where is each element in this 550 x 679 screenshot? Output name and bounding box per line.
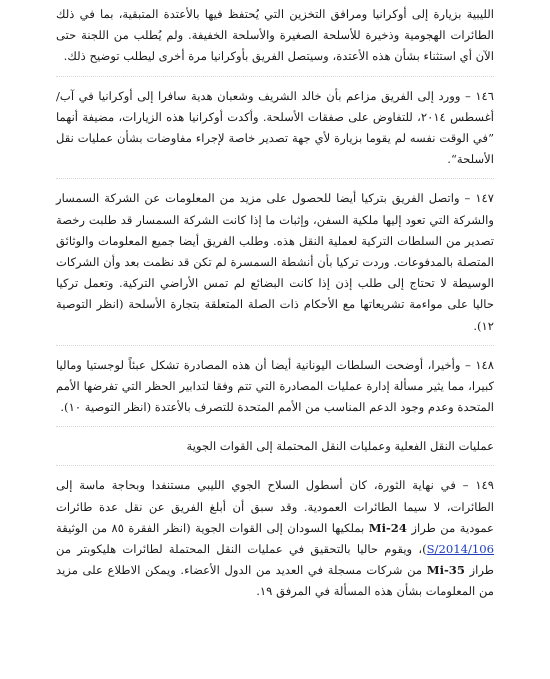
aircraft-model-mi35: Mi-35	[426, 563, 465, 578]
paragraph-continuation: الليبية بزيارة إلى أوكرانيا ومرافق التخزين التي يُحتفظ فيها بالأعتدة المتبقية، بما في ذلك الطائرات الهجومية وذخيرة للأسلحة الصغيرة والأسلحة الخفيفة. ولم يُطلب من اللجنة حتى الآن أي استثناء بشأن هذه الأعتدة، وسيتصل الفريق بأوكرانيا مرة أخرى ليطلب توضيح ذلك.	[56, 7, 494, 64]
section-heading: عمليات النقل الفعلية وعمليات النقل المحتملة إلى القوات الجوية	[186, 439, 494, 454]
paragraph-147: ١٤٧ – واتصل الفريق بتركيا أيضا للحصول على مزيد من المعلومات عن الشركة السمسار والشركة التي تعود إليها ملكية السفن، وإثبات ما إذا كانت الشركة السمسار قد طلبت رخصة تصدير من السلطات التركية لعملية النقل هذه. وطلب الفريق أيضا جميع المعلومات والوثائق المتصلة بالمدفوعات. وردت تركيا بأن أنشطة السمسرة لم تكن قد نظمت بعد وأن الشركات الوسيطة لا تحتاج إلى طلب إذن إذا كانت البضائع لم تمس الأراضي التركية. وتعمل تركيا حاليا على مواءمة تشريعاتها مع الأحكام ذات الصلة المتعلقة بتجارة الأسلحة (انظر التوصية ١٢).	[56, 191, 494, 333]
aircraft-model-mi24: Mi-24	[368, 520, 407, 535]
paragraph-divider	[56, 465, 494, 467]
paragraph-149-text: ١٤٩ – في نهاية الثورة، كان أسطول السلاح الجوي الليبي مستنفدا وبحاجة ماسة إلى الطائرات، لا سيما الطائرات العمودية. وقد سبق أن أبلغ الفريق عن نقل عدة طائرات عمودية من طراز	[56, 478, 494, 535]
paragraph-149-text: بملكيها السودان إلى القوات الجوية (انظر الفقرة ٨٥ من الوثيقة	[56, 520, 369, 535]
paragraph-divider	[56, 76, 494, 78]
paragraph-149-text: من شركات مسجلة في العديد من الدول الأعضاء. ويمكن الاطلاع على مزيد من المعلومات بشأن هذه المسألة في المرفق ١٩.	[56, 563, 494, 599]
paragraph-148: ١٤٨ – وأخيرا، أوضحت السلطات اليونانية أيضا أن هذه المصادرة تشكل عبئاً لوجستيا وماليا كبيرا، مما يثير مسألة إدارة عمليات المصادرة التي تتم وفقا لتدابير الحظر التي تفرضها الأمم المتحدة وعدم وجود الدعم المناسب من الأمم المتحدة للتصرف بالأعتدة (انظر التوصية ١٠).	[56, 357, 494, 415]
paragraph-divider	[56, 178, 494, 180]
document-reference-link[interactable]: S/2014/106	[426, 542, 494, 557]
paragraph-divider	[56, 426, 494, 428]
paragraph-divider	[56, 345, 494, 347]
paragraph-149-text: )، ويقوم حاليا بالتحقيق في عمليات النقل المحتملة لطائرات هليكوبتر من طراز	[56, 542, 494, 578]
paragraph-146: ١٤٦ – وورد إلى الفريق مزاعم بأن خالد الشريف وشعبان هدية سافرا إلى أوكرانيا في آب/أغسطس ٢٠١٤، للتفاوض على صفقات الأسلحة. وأكدت أوكرانيا هذه الزيارات، مضيفة أنهما ”في الوقت نفسه لم يقوما بزيارة لأي جهة تصدير خاصة لإجراء مفاوضات بشأن عمليات نقل الأسلحة“.	[56, 88, 494, 167]
paragraph-149	[56, 475, 494, 602]
